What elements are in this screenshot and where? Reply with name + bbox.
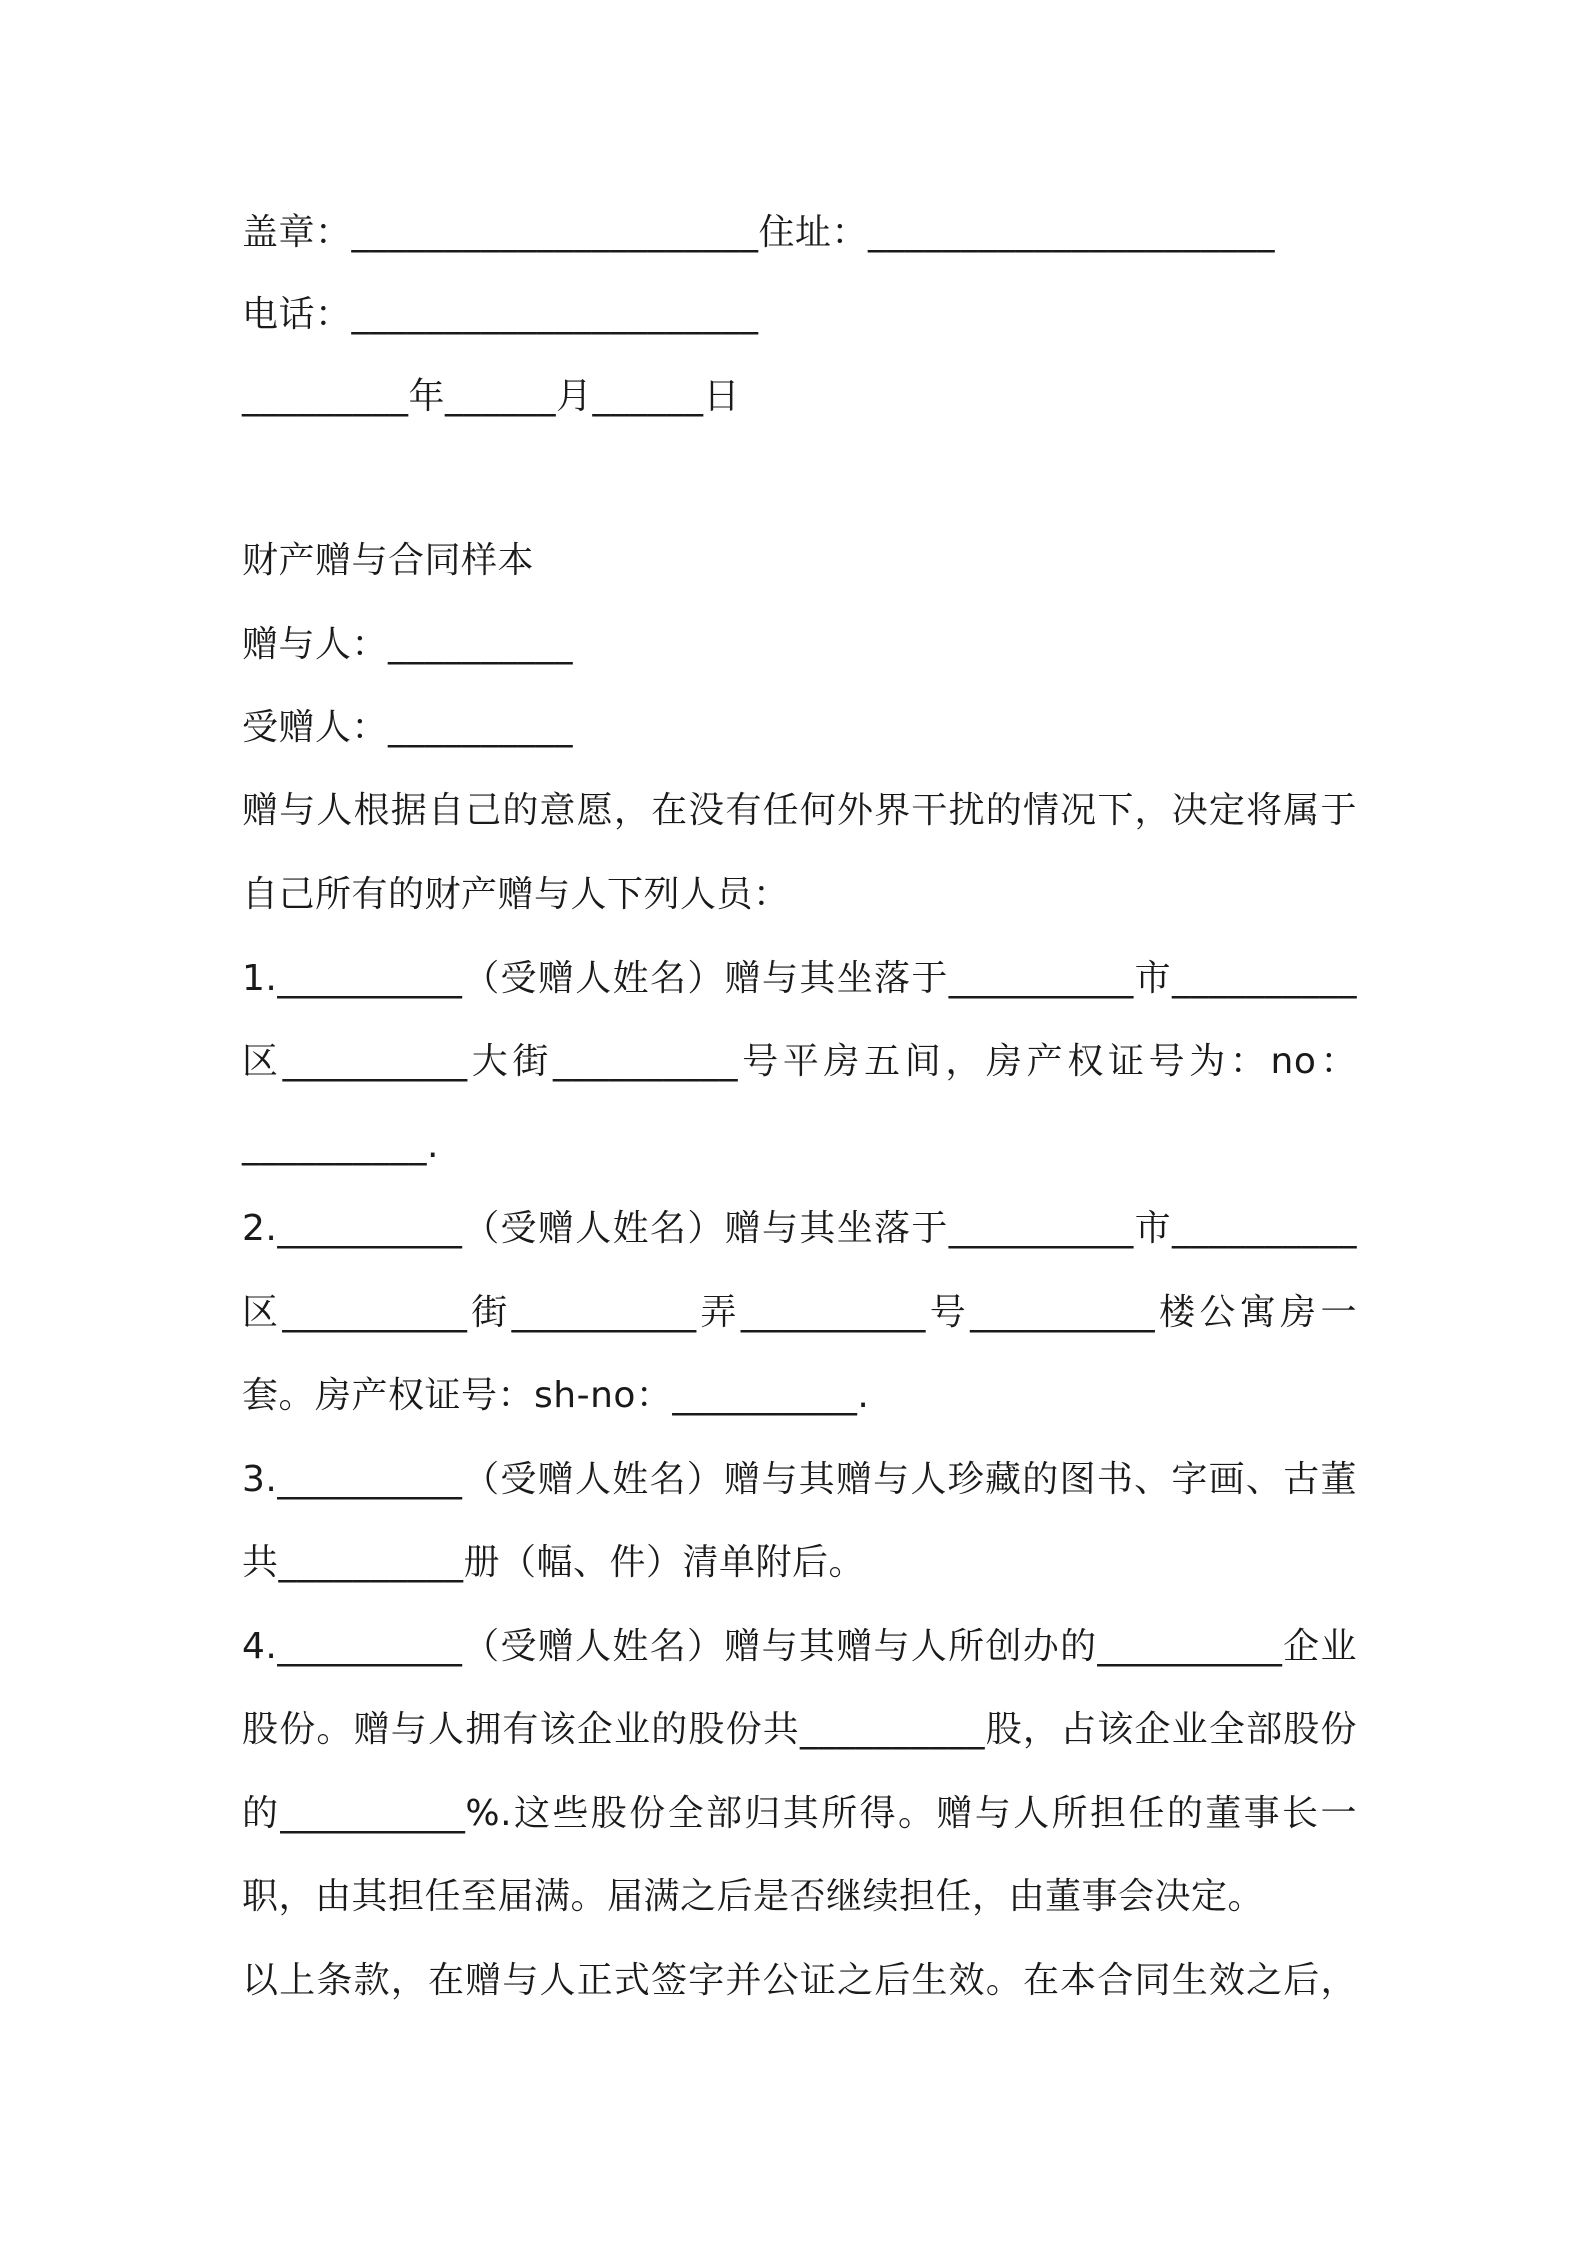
clause-4-line-2: 股份。赠与人拥有该企业的股份共__________股，占该企业全部股份 <box>242 1709 1357 1750</box>
seal-address-line: 盖章：______________________住址：______________________ <box>242 212 1276 253</box>
date-line: _________年______月______日 <box>242 376 740 417</box>
clause-1-line-2: 区__________大街__________号平房五间，房产权证号为：no： <box>242 1041 1357 1082</box>
clause-1-line-1: 1.__________（受赠人姓名）赠与其坐落于__________市__________ <box>242 958 1357 999</box>
donor-line: 赠与人：__________ <box>242 624 574 665</box>
clause-3-line-2: 共__________册（幅、件）清单附后。 <box>242 1542 866 1583</box>
clause-3-line-1: 3.__________（受赠人姓名）赠与其赠与人珍藏的图书、字画、古董 <box>242 1459 1357 1500</box>
clause-2-line-2: 区__________街__________弄__________号__________楼公寓房一 <box>242 1292 1357 1333</box>
clause-2-line-1: 2.__________（受赠人姓名）赠与其坐落于__________市__________ <box>242 1208 1357 1249</box>
clause-4-line-3: 的__________%.这些股份全部归其所得。赠与人所担任的董事长一 <box>242 1793 1357 1834</box>
closing-line-1: 以上条款，在赠与人正式签字并公证之后生效。在本合同生效之后， <box>242 1960 1357 2001</box>
clause-4-line-1: 4.__________（受赠人姓名）赠与其赠与人所创办的__________企业 <box>242 1626 1357 1667</box>
intro-line-2: 自己所有的财产赠与人下列人员： <box>242 874 790 915</box>
intro-line-1: 赠与人根据自己的意愿，在没有任何外界干扰的情况下，决定将属于 <box>242 790 1357 831</box>
clause-1-line-3: __________. <box>242 1125 439 1166</box>
phone-line: 电话：______________________ <box>242 294 759 335</box>
document-title: 财产赠与合同样本 <box>242 540 535 581</box>
clause-2-line-3: 套。房产权证号：sh-no：__________. <box>242 1375 870 1416</box>
clause-4-line-4: 职，由其担任至届满。届满之后是否继续担任，由董事会决定。 <box>242 1876 1265 1917</box>
recipient-line: 受赠人：__________ <box>242 707 574 748</box>
